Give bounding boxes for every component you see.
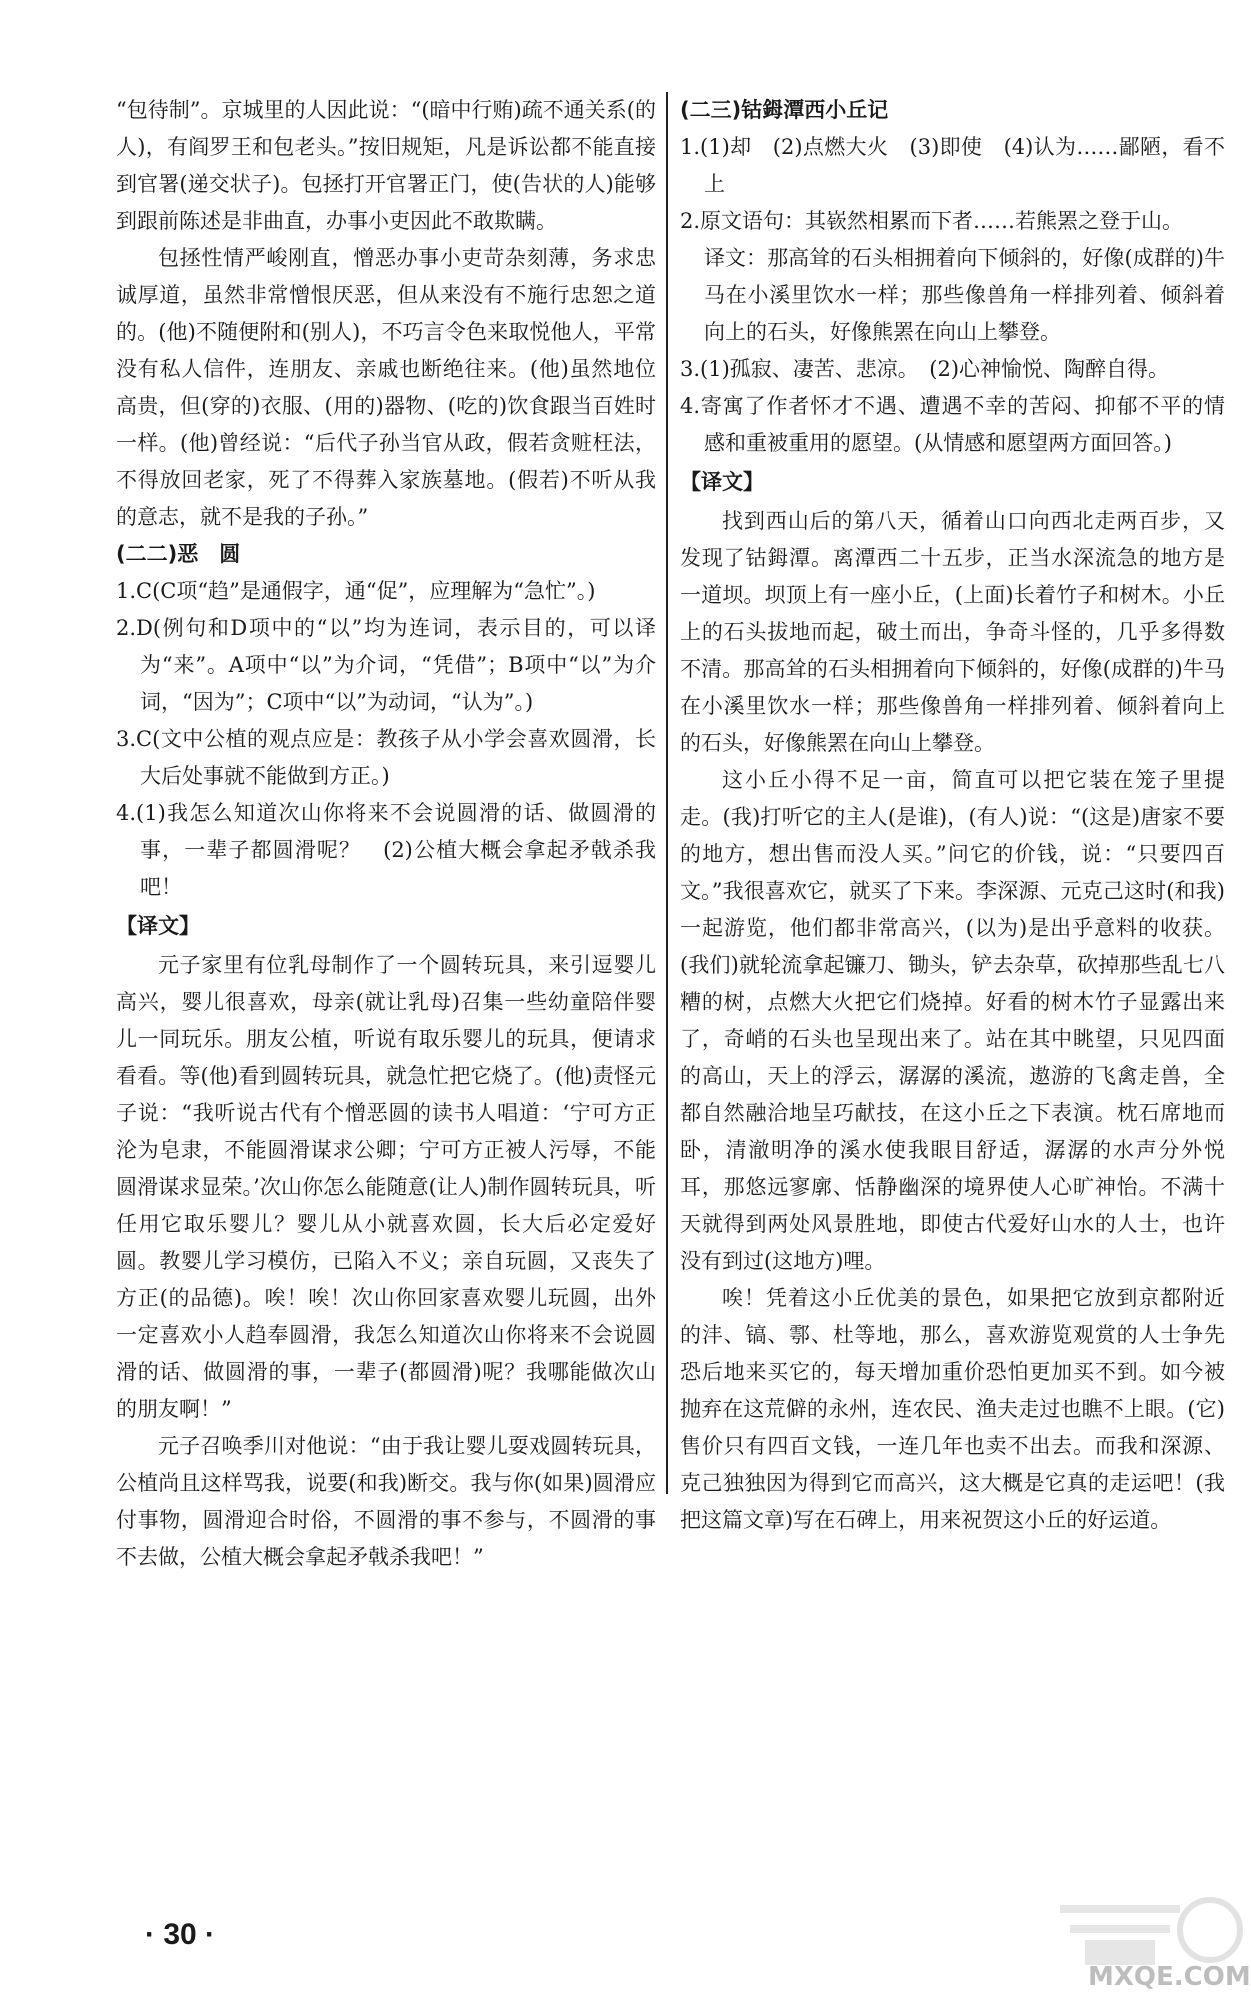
section-title-22: (二二)恶 圆: [116, 542, 241, 566]
answer-item: 3.(1)孤寂、凄苦、悲凉。 (2)心神愉悦、陶醉自得。: [680, 357, 1170, 381]
translation-paragraph-1: 元子家里有位乳母制作了一个圆转玩具，来引逗婴儿高兴，婴儿很喜欢，母亲(就让乳母)召集一些幼童陪伴婴儿一同玩乐。朋友公植，听说有取乐婴儿的玩具，便请求看看。等(他)看到圆转玩具，就急忙把它烧了。(他)责怪元子说：“我听说古代有个憎恶圆的读书人唱道：‘宁可方正沦为皂隶，不能圆滑谋求公卿；宁可方正被人污辱，不能圆滑谋求显荣。’次山你怎么能随意(让人)制作圆转玩具，听任用它取乐婴儿？婴儿从小就喜欢圆，长大后必定爱好圆。教婴儿学习模仿，已陷入不义；亲自玩圆，又丧失了方正(的品德)。唉！唉！次山你回家喜欢婴儿玩圆，出外一定喜欢小人趋奉圆滑，我怎么知道次山你将来不会说圆滑的话、做圆滑的事，一辈子(都圆滑)呢？我哪能做次山的朋友啊！”: [116, 953, 656, 1421]
answer-item: 2.原文语句：其嵚然相累而下者……若熊罴之登于山。: [680, 209, 1184, 233]
answer-item: 2.D(例句和D项中的“以”均为连词，表示目的，可以译为“来”。A项中“以”为介词，“凭借”；B项中“以”为介词，“因为”；C项中“以”为动词，“认为”。): [116, 616, 656, 714]
left-column: [116, 92, 656, 1576]
answer-item: 4.寄寓了作者怀才不遇、遭遇不幸的苦闷、抑郁不平的情感和重被重用的愿望。(从情感和愿望两方面回答。): [680, 394, 1225, 455]
right-column: [680, 92, 1225, 1539]
translation-paragraph-3: 唉！凭着这小丘优美的景色，如果把它放到京都附近的沣、镐、鄠、杜等地，那么，喜欢游览观赏的人士争先恐后地来买它的，每天增加重价恐怕更加买不到。如今被抛弃在这荒僻的永州，连农民、渔夫走过也瞧不上眼。(它)售价只有四百文钱，一连几年也卖不出去。而我和深源、克己独独因为得到它而高兴，这大概是它真的走运吧！(我把这篇文章)写在石碑上，用来祝贺这小丘的好运道。: [680, 1286, 1225, 1532]
intro-paragraph-2: 包拯性情严峻刚直，憎恶办事小吏苛杂刻薄，务求忠诚厚道，虽然非常憎恨厌恶，但从来没有不施行忠恕之道的。(他)不随便附和(别人)，不巧言令色来取悦他人，平常没有私人信件，连朋友、亲戚也断绝往来。(他)虽然地位高贵，但(穿的)衣服、(用的)器物、(吃的)饮食跟当百姓时一样。(他)曾经说：“后代子孙当官从政，假若贪赃枉法，不得放回老家，死了不得葬入家族墓地。(假若)不听从我的意志，就不是我的子孙。”: [116, 246, 656, 529]
translation-paragraph-2: 这小丘小得不足一亩，简直可以把它装在笼子里提走。(我)打听它的主人(是谁)，(有人)说：“(这是)唐家不要的地方，想出售而没人买。”问它的价钱，说：“只要四百文。”我很喜欢它，就买了下来。李深源、元克己这时(和我)一起游览，他们都非常高兴，(以为)是出乎意料的收获。(我们)就轮流拿起镰刀、锄头，铲去杂草，砍掉那些乱七八糟的树，点燃大火把它们烧掉。好看的树木竹子显露出来了，奇峭的石头也呈现出来了。站在其中眺望，只见四面的高山，天上的浮云，潺潺的溪流，遨游的飞禽走兽，全都自然融洽地呈巧献技，在这小丘之下表演。枕石席地而卧，清澈明净的溪水使我眼目舒适，潺潺的水声分外悦耳，那悠远寥廓、恬静幽深的境界使人心旷神怡。不满十天就得到两处风景胜地，即使古代爱好山水的人士，也许没有到过(这地方)哩。: [680, 768, 1225, 1273]
answer-item: 1.C(C项“趋”是通假字，通“促”，应理解为“急忙”。): [116, 579, 596, 603]
answer-item-translation: 译文：那高耸的石头相拥着向下倾斜的，好像(成群的)牛马在小溪里饮水一样；那些像兽角一样排列着、倾斜着向上的石头，好像熊罴在向山上攀登。: [704, 246, 1225, 344]
answer-item: 4.(1)我怎么知道次山你将来不会说圆滑的话、做圆滑的事，一辈子都圆滑呢？ (2)公植大概会拿起矛戟杀我吧！: [116, 801, 656, 899]
section-title-23: (二三)钴鉧潭西小丘记: [680, 98, 889, 122]
translation-label: 【译文】: [116, 914, 200, 938]
answer-item: 1.(1)却 (2)点燃大火 (3)即使 (4)认为……鄙陋，看不上: [680, 135, 1225, 196]
watermark-text: MXQE.COM: [1088, 1962, 1251, 1992]
translation-label: 【译文】: [680, 470, 764, 494]
translation-paragraph-2: 元子召唤季川对他说：“由于我让婴儿耍戏圆转玩具，公植尚且这样骂我，说要(和我)断交。我与你(如果)圆滑应付事物，圆滑迎合时俗，不圆滑的事不参与，不圆滑的事不去做，公植大概会拿起矛戟杀我吧！”: [116, 1434, 656, 1569]
page-number: · 30 ·: [145, 1918, 216, 1951]
translation-paragraph-1: 找到西山后的第八天，循着山口向西北走两百步，又发现了钴鉧潭。离潭西二十五步，正当水深流急的地方是一道坝。坝顶上有一座小丘，(上面)长着竹子和树木。小丘上的石头拔地而起，破土而出，争奇斗怪的，几乎多得数不清。那高耸的石头相拥着向下倾斜的，好像(成群的)牛马在小溪里饮水一样；那些像兽角一样排列着、倾斜着向上的石头，好像熊罴在向山上攀登。: [680, 509, 1225, 755]
intro-paragraph-1: “包待制”。京城里的人因此说：“(暗中行贿)疏不通关系(的人)，有阎罗王和包老头。”按旧规矩，凡是诉讼都不能直接到官署(递交状子)。包拯打开官署正门，使(告状的人)能够到跟前陈述是非曲直，办事小吏因此不敢欺瞒。: [116, 98, 656, 233]
column-divider: [666, 92, 668, 1494]
answer-item: 3.C(文中公植的观点应是：教孩子从小学会喜欢圆滑，长大后处事就不能做到方正。): [116, 727, 656, 788]
